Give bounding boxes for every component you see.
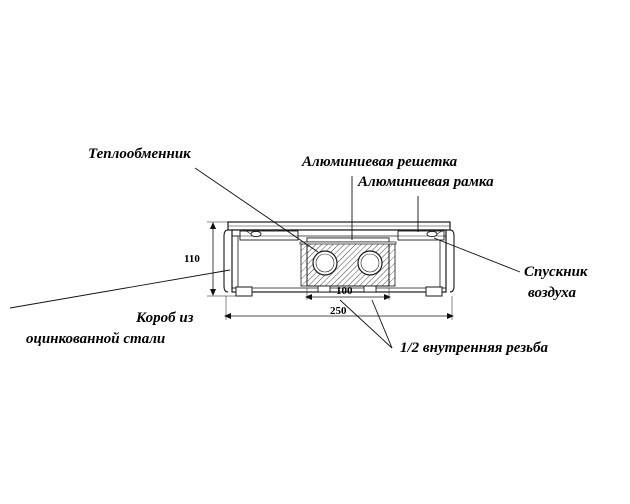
dimension-value-inner-width: 100	[336, 285, 353, 297]
label-aluminium-grille: Алюминиевая решетка	[302, 154, 458, 170]
label-air-vent-line1: Спускник	[524, 264, 588, 280]
label-air-vent-line2: воздуха	[528, 285, 576, 301]
dimension-value-total-width: 250	[330, 305, 347, 317]
label-galvanized-box-line2: оцинкованной стали	[26, 331, 166, 347]
label-heat-exchanger: Теплообменник	[88, 146, 191, 162]
label-aluminium-frame: Алюминиевая рамка	[358, 174, 494, 190]
label-galvanized-box-line1: Короб из	[136, 310, 194, 326]
dimension-value-height: 110	[184, 253, 200, 265]
label-internal-thread: 1/2 внутренняя резьба	[400, 340, 548, 356]
